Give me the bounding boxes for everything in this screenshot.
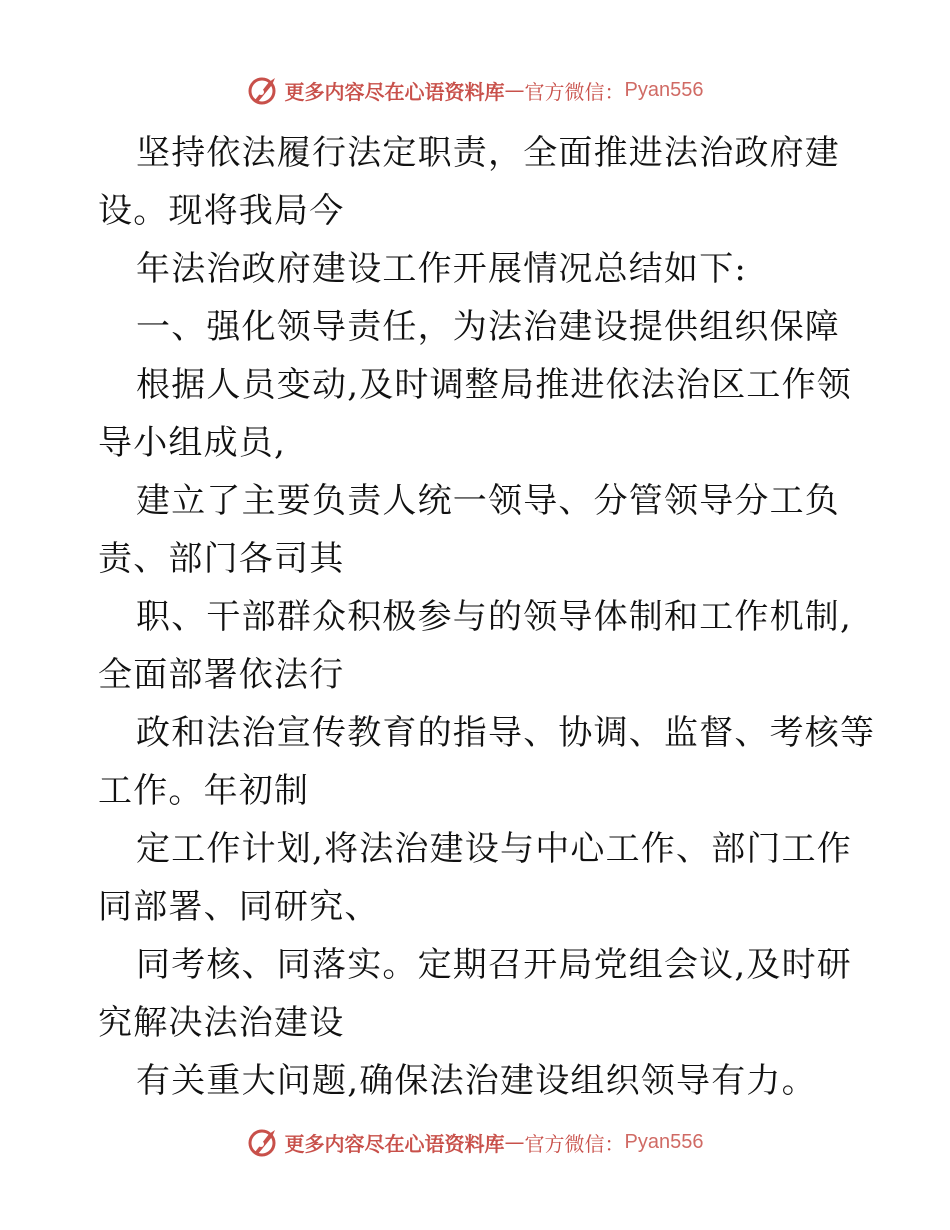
watermark-side-text: 官方微信： xyxy=(524,1131,625,1156)
text-line: 政和法治宣传教育的指导、协调、监督、考核等 xyxy=(136,713,876,753)
watermark-header xyxy=(0,74,950,106)
watermark-main-text: 更多内容尽在心语资料库 xyxy=(284,79,505,104)
text-line: 坚持依法履行法定职责，全面推进法治政府建 xyxy=(136,133,840,173)
watermark-dash: — xyxy=(504,78,525,102)
pen-logo-icon xyxy=(247,1126,281,1158)
text-line: 究解决法治建设 xyxy=(98,1003,345,1043)
pen-logo-icon xyxy=(247,74,281,106)
text-line: 有关重大问题,确保法治建设组织领导有力。 xyxy=(136,1061,817,1101)
watermark-id: Pyan556 xyxy=(624,1130,704,1153)
text-line: 根据人员变动,及时调整局推进依法治区工作领 xyxy=(136,365,853,405)
text-line: 工作。年初制 xyxy=(98,771,310,811)
text-line: 职、干部群众积极参与的领导体制和工作机制, xyxy=(136,597,853,637)
watermark-id: Pyan556 xyxy=(624,78,704,101)
text-line: 年法治政府建设工作开展情况总结如下: xyxy=(136,249,748,289)
text-line: 一、强化领导责任，为法治建设提供组织保障 xyxy=(136,307,840,347)
text-line: 导小组成员, xyxy=(98,423,287,463)
watermark-main-text: 更多内容尽在心语资料库 xyxy=(284,1131,505,1156)
watermark-footer xyxy=(0,1126,950,1158)
text-line: 全面部署依法行 xyxy=(98,655,345,695)
text-line: 同考核、同落实。定期召开局党组会议,及时研 xyxy=(136,945,853,985)
watermark-dash: — xyxy=(504,1130,525,1154)
text-line: 定工作计划,将法治建设与中心工作、部门工作 xyxy=(136,829,853,869)
text-line: 责、部门各司其 xyxy=(98,539,345,579)
text-line: 建立了主要负责人统一领导、分管领导分工负 xyxy=(136,481,840,521)
text-line: 设。现将我局今 xyxy=(98,191,345,231)
watermark-side-text: 官方微信： xyxy=(524,79,625,104)
document-body xyxy=(98,124,876,1110)
text-line: 同部署、同研究、 xyxy=(98,887,380,927)
